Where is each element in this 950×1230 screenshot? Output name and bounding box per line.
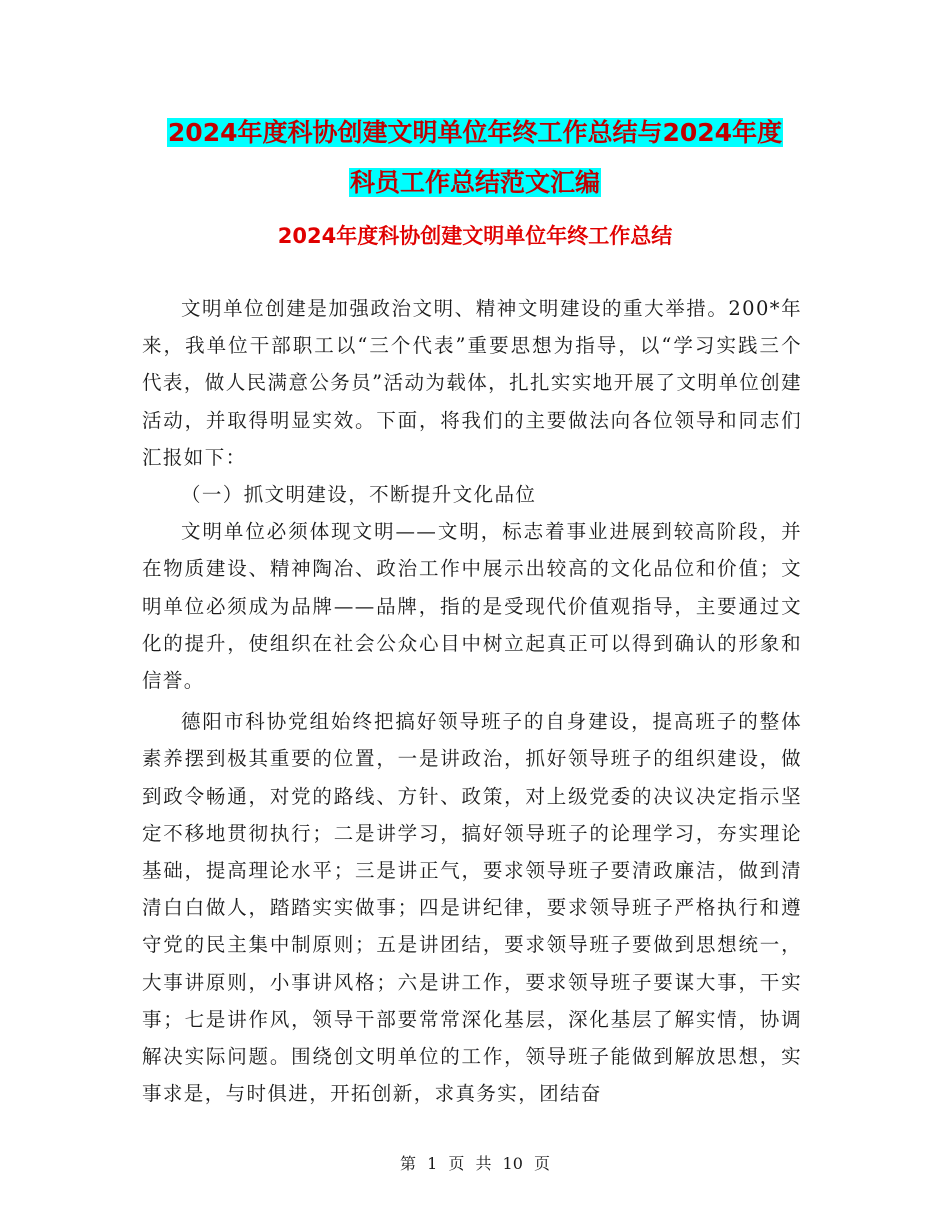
document-title-line-1: 2024年度科协创建文明单位年终工作总结与2024年度 (167, 118, 783, 147)
page-footer: 第 1 页 共 10 页 (400, 1154, 550, 1173)
document-title-line-2: 科员工作总结范文汇编 (349, 168, 600, 197)
document-title (0, 108, 950, 208)
body-paragraph-civilization: 文明单位必须体现文明——文明，标志着事业进展到较高阶段，并在物质建设、精神陶冶、政治工作中展示出较高的文化品位和价值；文明单位必须成为品牌——品牌，指的是受现代价值观指导，主要通过文化的提升，使组织在社会公众心目中树立起真正可以得到确认的形象和信誉。 (142, 520, 802, 693)
document-body (142, 290, 802, 1112)
body-paragraph-leadership: 德阳市科协党组始终把搞好领导班子的自身建设，提高班子的整体素养摆到极其重要的位置，一是讲政治，抓好领导班子的组织建设，做到政令畅通，对党的路线、方针、政策，对上级党委的决议决定指示坚定不移地贯彻执行；二是讲学习，搞好领导班子的论理学习，夯实理论基础，提高理论水平；三是讲正气，要求领导班子要清政廉洁，做到清清白白做人，踏踏实实做事；四是讲纪律，要求领导班子严格执行和遵守党的民主集中制原则；五是讲团结，要求领导班子要做到思想统一，大事讲原则，小事讲风格；六是讲工作，要求领导班子要谋大事，干实事；七是讲作风，领导干部要常常深化基层，深化基层了解实情，协调解决实际问题。围绕创文明单位的工作，领导班子能做到解放思想，实事求是，与时俱进，开拓创新，求真务实，团结奋 (142, 710, 802, 1106)
section-title: 2024年度科协创建文明单位年终工作总结 (277, 224, 673, 248)
body-paragraph-heading: （一）抓文明建设，不断提升文化品位 (181, 483, 537, 507)
body-paragraph-intro: 文明单位创建是加强政治文明、精神文明建设的重大举措。200*年来，我单位干部职工以“三个代表”重要思想为指导，以“学习实践三个代表，做人民满意公务员”活动为载体，扎扎实实地开展了文明单位创建活动，并取得明显实效。下面，将我们的主要做法向各位领导和同志们汇报如下： (142, 297, 802, 469)
